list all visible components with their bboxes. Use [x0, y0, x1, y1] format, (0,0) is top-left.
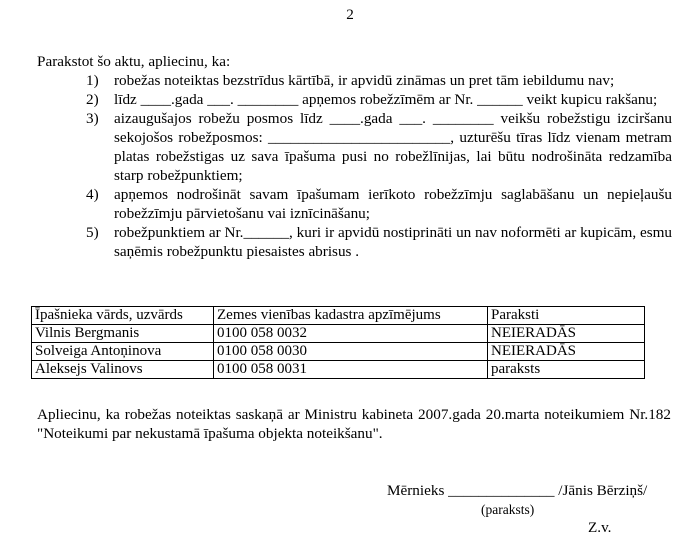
list-item	[80, 109, 672, 185]
page-number: 2	[346, 6, 354, 23]
list-item	[80, 223, 672, 261]
list-item-text: aizaugušajos robežu posmos līdz ____.gada ___. ________ veikšu robežstigu izciršanu sekojošos robežposmos: ________________________, uzturēšu tīras līdz vienam metram platas robežstigas uz sava īpašuma pusi no robežlīnijas, lai būtu nodrošināta redzamība starp robežpunktiem;	[114, 110, 672, 184]
list-number: 5)	[86, 224, 99, 241]
table-cell-cadastre: 0100 058 0030	[214, 343, 488, 361]
list-item-text: robežas noteiktas bezstrīdus kārtībā, ir apvidū zināmas un pret tām iebildumu nav;	[114, 72, 615, 89]
certification-statement: Apliecinu, ka robežas noteiktas saskaņā ar Ministru kabineta 2007.gada 20.marta noteikumiem Nr.182 "Noteikumi par nekustamā īpašuma objekta noteikšanu".	[37, 406, 671, 442]
table-row	[32, 343, 645, 361]
list-number: 2)	[86, 91, 99, 108]
table-header-row	[32, 307, 645, 325]
list-item-text: līdz ____.gada ___. ________ apņemos robežzīmēm ar Nr. ______ veikt kupicu rakšanu;	[114, 91, 658, 108]
table-cell-owner: Vilnis Bergmanis	[32, 325, 214, 343]
signature-caption: (paraksts)	[481, 502, 535, 517]
list-item-text: robežpunktiem ar Nr.______, kuri ir apvidū nostiprināti un nav noformēti ar kupicām, esmu saņēmis robežpunktu piesaistes abrisus .	[114, 224, 673, 260]
list-number: 3)	[86, 110, 99, 127]
seal-placeholder: Z.v.	[588, 519, 612, 536]
list-number: 4)	[86, 186, 99, 203]
intro-text: Parakstot šo aktu, apliecinu, ka:	[37, 53, 231, 70]
table-header-cadastre: Zemes vienības kadastra apzīmējums	[214, 307, 488, 325]
table-cell-signature: NEIERADĀS	[488, 325, 645, 343]
table-cell-owner: Aleksejs Valinovs	[32, 361, 214, 379]
table-cell-owner: Solveiga Antoņinova	[32, 343, 214, 361]
list-item-text: apņemos nodrošināt savam īpašumam ierīkoto robežzīmju saglabāšanu un nepieļaušu robežzīmju pārvietošanu vai iznīcināšanu;	[114, 186, 672, 222]
table-cell-signature: NEIERADĀS	[488, 343, 645, 361]
table-header-owner: Īpašnieka vārds, uzvārds	[32, 307, 214, 325]
list-number: 1)	[86, 72, 99, 89]
list-item	[80, 185, 672, 223]
declaration-list	[80, 71, 672, 261]
table-header-signatures: Paraksti	[488, 307, 645, 325]
table-cell-cadastre: 0100 058 0032	[214, 325, 488, 343]
table-cell-signature: paraksts	[488, 361, 645, 379]
list-item	[80, 71, 672, 90]
table-cell-cadastre: 0100 058 0031	[214, 361, 488, 379]
table-row	[32, 361, 645, 379]
owners-table	[31, 306, 645, 379]
surveyor-signature-line: Mērnieks ______________ /Jānis Bērziņš/	[387, 482, 648, 499]
list-item	[80, 90, 672, 109]
table-row	[32, 325, 645, 343]
